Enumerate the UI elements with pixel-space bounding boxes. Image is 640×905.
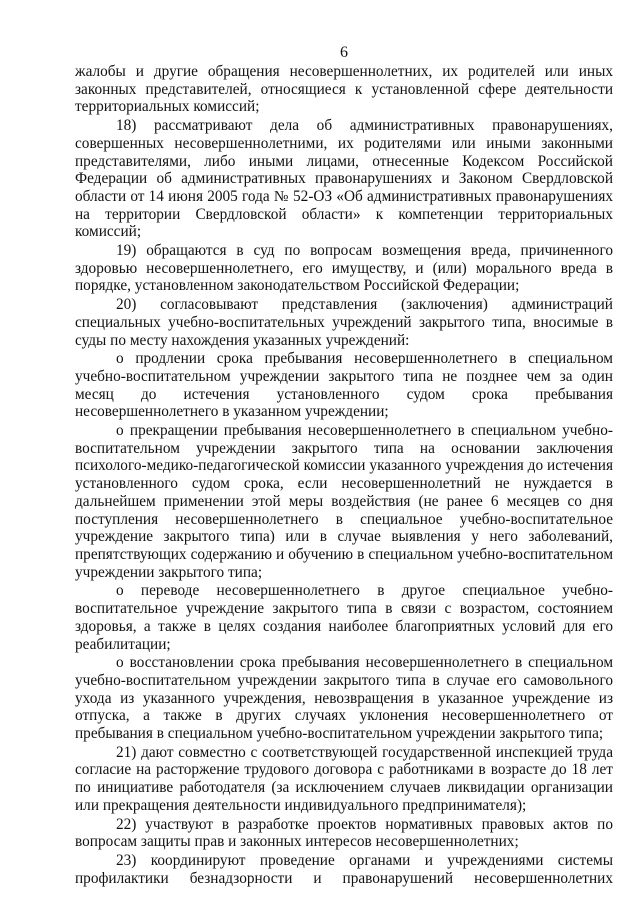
document-body [75,63,613,888]
paragraph-item-19: 19) обращаются в суд по вопросам возмещения вреда, причиненного здоровью несовершеннолетнего, его имуществу, и (или) морального вреда в порядке, установленном законодательством Российской Федерации; [75,242,613,295]
paragraph-sub-restoration: о восстановлении срока пребывания несовершеннолетнего в специальном учебно-воспитательном учреждении закрытого типа в случае его самовольного ухода из указанного учреждения, невозвращения в указанное учреждение из отпуска, а также в других случаях уклонения несовершеннолетнего от пребывания в специальном учебно-воспитательном учреждении закрытого типа; [75,654,613,743]
paragraph-item-21: 21) дают совместно с соответствующей государственной инспекцией труда согласие на расторжение трудового договора с работниками в возрасте до 18 лет по инициативе работодателя (за исключением случаев ликвидации организации или прекращения деятельности индивидуального предпринимателя); [75,743,613,814]
paragraph-item-22: 22) участвуют в разработке проектов нормативных правовых актов по вопросам защиты прав и законных интересов несовершеннолетних; [75,815,613,851]
paragraph-sub-transfer: о переводе несовершеннолетнего в другое специальное учебно-воспитательное учреждение закрытого типа в связи с возрастом, состоянием здоровья, а также в целях создания наиболее благоприятных условий для его реабилитации; [75,582,613,653]
page-number: 6 [340,44,348,61]
paragraph-item-18: 18) рассматривают дела об административных правонарушениях, совершенных несовершеннолетними, их родителями или иными законными представителями, либо иными лицами, отнесенные Кодексом Российской Федерации об административных правонарушениях и Законом Свердловской области от 14 июня 2005 года № 52-ОЗ «Об административных правонарушениях на территории Свердловской области» к компетенции территориальных комиссий; [75,117,613,241]
paragraph-continuation: жалобы и другие обращения несовершеннолетних, их родителей или иных законных представителей, относящиеся к установленной сфере деятельности территориальных комиссий; [75,63,613,116]
document-page [75,0,613,905]
paragraph-sub-extension: о продлении срока пребывания несовершеннолетнего в специальном учебно-воспитательном учреждении закрытого типа не позднее чем за один месяц до истечения установленного судом срока пребывания несовершеннолетнего в указанном учреждении; [75,350,613,421]
paragraph-item-23: 23) координируют проведение органами и учреждениями системы профилактики безнадзорности и правонарушений несовершеннолетних [75,851,613,887]
paragraph-sub-termination: о прекращении пребывания несовершеннолетнего в специальном учебно-воспитательном учреждении закрытого типа на основании заключения психолого-медико-педагогической комиссии указанного учреждения до истечения установленного судом срока, если несовершеннолетний не нуждается в дальнейшем применении этой меры воздействия (не ранее 6 месяцев со дня поступления несовершеннолетнего в специальное учебно-воспитательное учреждение закрытого типа) или в случае выявления у него заболеваний, препятствующих содержанию и обучению в специальном учебно-воспитательном учреждении закрытого типа; [75,422,613,581]
paragraph-item-20: 20) согласовывают представления (заключения) администраций специальных учебно-воспитательных учреждений закрытого типа, вносимые в суды по месту нахождения указанных учреждений: [75,296,613,349]
